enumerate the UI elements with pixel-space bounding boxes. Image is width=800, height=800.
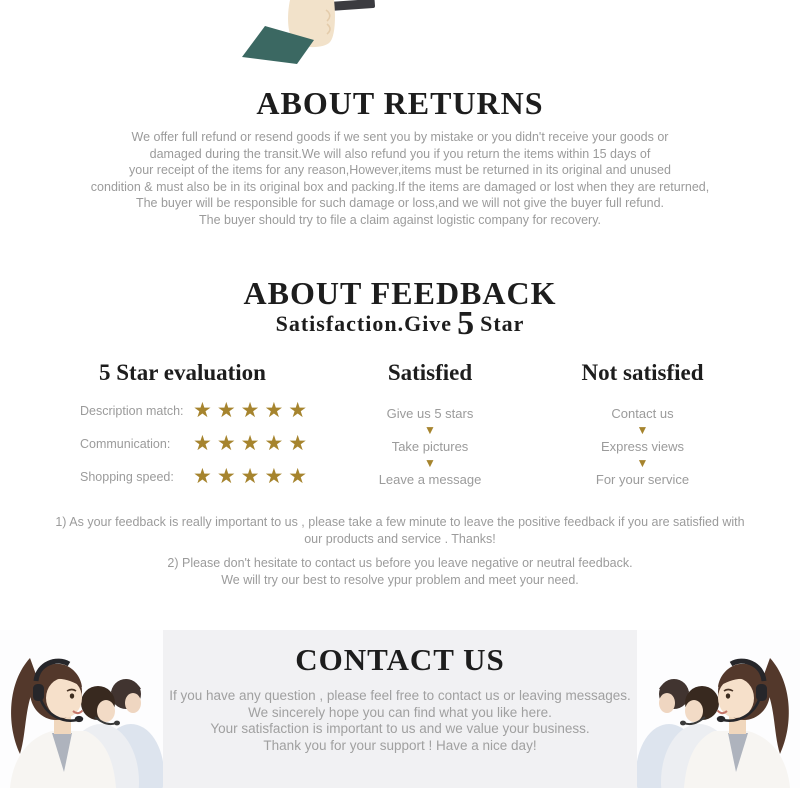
returns-line: damaged during the transit.We will also refund you if you return the items within 15 days of: [149, 146, 651, 161]
about-feedback-title: ABOUT FEEDBACK: [243, 275, 557, 311]
down-arrow-icon: ▼: [636, 423, 649, 437]
not-satisfied-step: Express views: [600, 439, 685, 454]
contact-line: Thank you for your support ! Have a nice day!: [263, 737, 537, 753]
satisfied-step: Take pictures: [391, 439, 469, 454]
feedback-note-1: [0, 514, 800, 548]
star-icons: ★★★★★: [193, 432, 313, 455]
down-arrow-icon: ▼: [424, 423, 436, 437]
not-satisfied-step: Contact us: [611, 406, 674, 421]
evaluation-header: 5 Star evaluation: [99, 360, 266, 385]
star-icons: ★★★★★: [193, 399, 313, 422]
contact-line: We sincerely hope you can find what you like here.: [248, 704, 552, 720]
returns-policy-text: [0, 129, 800, 228]
down-arrow-icon: ▼: [424, 456, 436, 470]
not-satisfied-step: For your service: [595, 472, 690, 487]
satisfied-header: Satisfied: [387, 360, 473, 385]
note-line: our products and service . Thanks!: [304, 532, 496, 546]
returns-line: The buyer will be responsible for such damage or loss,and we will not give the buyer full refund.: [135, 196, 665, 210]
returns-line: We offer full refund or resend goods if we sent you by mistake or you didn't receive your goods or: [131, 130, 669, 144]
note-line: 2) Please don't hesitate to contact us before you leave negative or neutral feedback.: [167, 556, 633, 570]
subtitle-big-five: 5: [457, 305, 476, 342]
subtitle-post: Star: [480, 311, 525, 336]
down-arrow-icon: ▼: [636, 456, 649, 470]
feedback-columns: [0, 356, 800, 501]
rating-row-shopping-speed: [80, 464, 312, 490]
returns-line: The buyer should try to file a claim against logistic company for recovery.: [198, 212, 602, 227]
contact-line: Your satisfaction is important to us and we value your business.: [210, 721, 590, 736]
satisfied-step: Give us 5 stars: [386, 406, 474, 421]
rating-label: Communication:: [80, 437, 171, 451]
column-not-satisfied: [555, 356, 730, 501]
contact-line: If you have any question , please feel free to contact us or leaving messages.: [169, 688, 631, 703]
returns-line: your receipt of the items for any reason,However,items must be returned in its original and unused: [129, 163, 671, 177]
subtitle-pre: Satisfaction.Give: [275, 311, 453, 336]
contact-us-title: CONTACT US: [295, 642, 505, 677]
rating-row-description-match: [80, 398, 312, 424]
contact-text: [0, 688, 800, 754]
note-line: We will try our best to resolve ypur problem and meet your need.: [221, 573, 579, 587]
column-5-star-evaluation: [55, 356, 313, 501]
contact-panel: [0, 630, 800, 788]
not-satisfied-header: Not satisfied: [581, 360, 704, 385]
feedback-note-2: [0, 555, 800, 589]
rating-row-communication: [80, 431, 312, 457]
satisfied-step: Leave a message: [378, 472, 482, 487]
column-satisfied: [350, 356, 510, 501]
returns-line: condition & must also be in its original box and packing.If the items are damaged or lost when they are returned,: [90, 179, 710, 194]
note-line: 1) As your feedback is really important to us , please take a few minute to leave the positive feedback if you are satisfied with: [55, 515, 745, 529]
hand-holding-pen-illustration: [240, 0, 390, 70]
feedback-subtitle: [0, 305, 800, 342]
rating-label: Shopping speed:: [80, 470, 174, 484]
about-returns-title: ABOUT RETURNS: [256, 85, 544, 121]
rating-label: Description match:: [80, 404, 184, 418]
star-icons: ★★★★★: [193, 465, 313, 488]
